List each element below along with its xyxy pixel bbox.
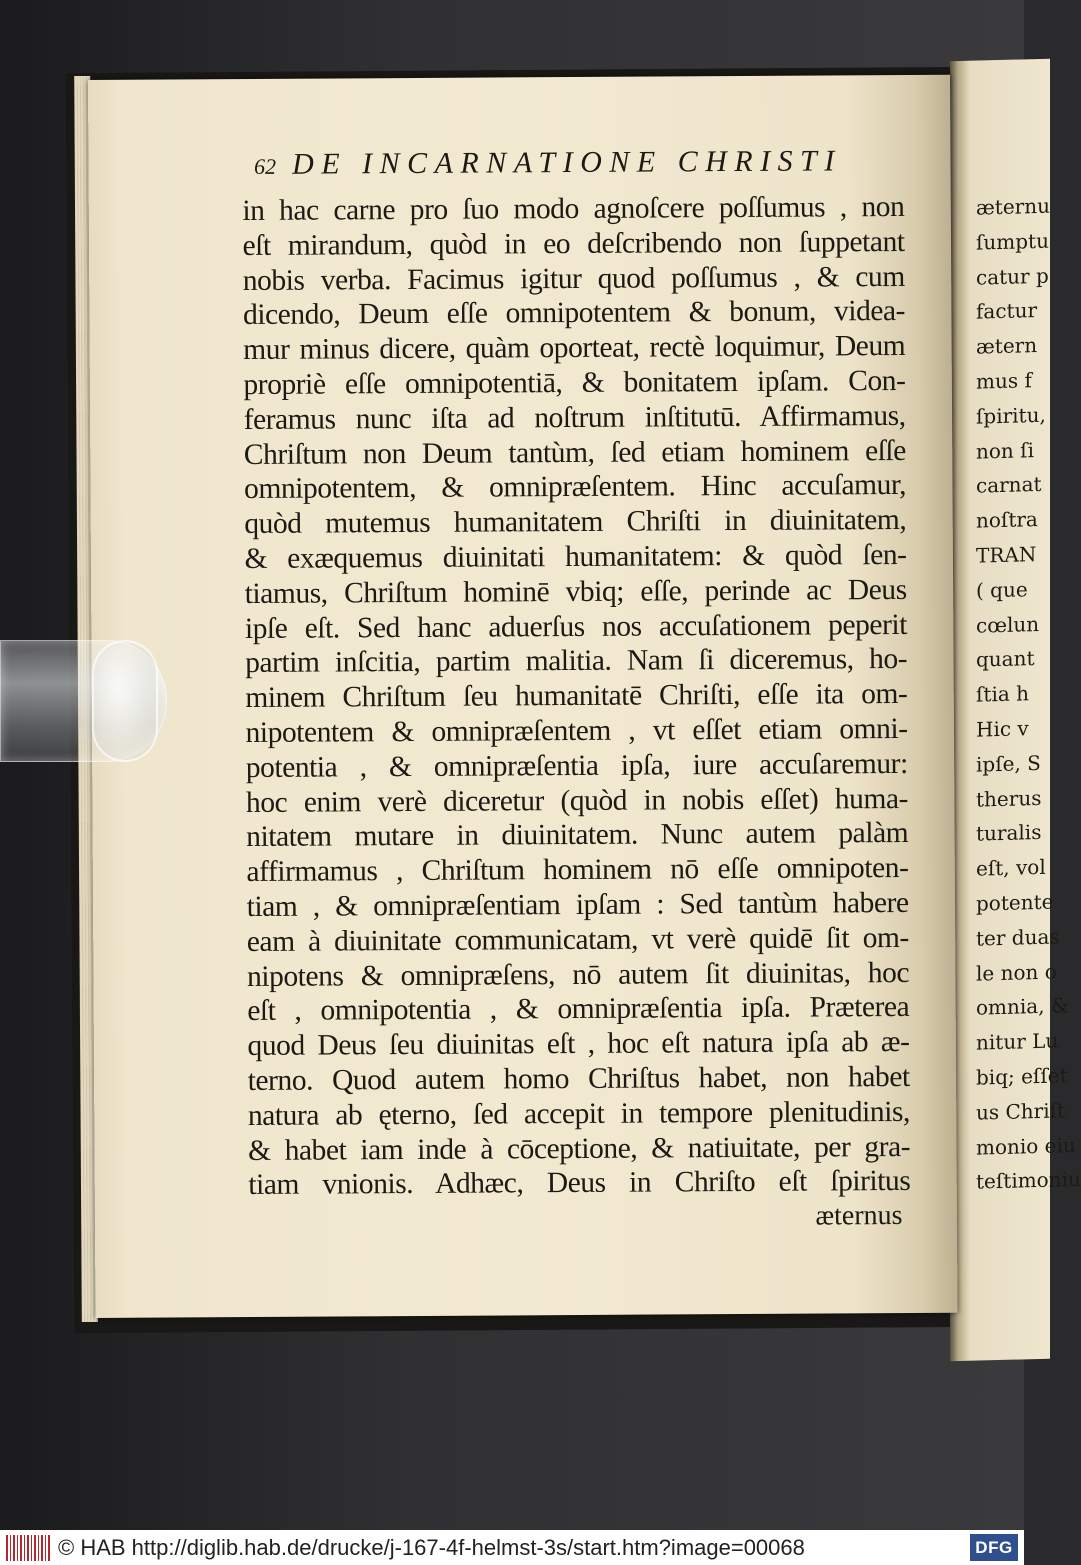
text-line: partim inſcitia, partim malitia. Nam ſi diceremus, ho- (245, 643, 908, 680)
text-line: hoc enim verè diceretur (quòd in nobis eſſet) huma- (245, 782, 909, 819)
facing-page-line: TRAN (976, 542, 1037, 568)
text-line: tiam vnionis. Adhæc, Deus in Chriſto eſt ſpiritus (248, 1165, 911, 1202)
facing-page-line: turalis (976, 820, 1042, 846)
text-line: nobis verba. Facimus igitur quod poſſumus , & cum (242, 260, 905, 297)
text-line: terno. Quod autem homo Chriſtus habet, non habet (247, 1060, 910, 1097)
page-number: 62 (254, 153, 277, 179)
text-line: tiam , & omnipræſentiam ipſam : Sed tantùm habere (246, 886, 909, 923)
facing-page-line: ætern (976, 333, 1038, 359)
facing-page-line: Hic v (976, 716, 1029, 742)
text-line: & habet iam inde à cōceptione, & natiuitate, per gra- (248, 1130, 911, 1167)
facing-page-line: ( que (976, 577, 1028, 603)
facing-page-line: nitur Lu (976, 1028, 1059, 1055)
footer-bar (0, 1530, 1024, 1565)
facing-page-line: monio eiu (976, 1132, 1076, 1160)
text-line: quòd mutemus humanitatem Chriſti in diuinitatem, (244, 504, 907, 541)
text-line: mur minus dicere, quàm oporteat, rectè loquimur, Deum (243, 330, 906, 367)
footer-source-link[interactable]: © HAB http://diglib.hab.de/drucke/j-167-4f-helmst-3s/start.htm?image=00068 (58, 1534, 805, 1560)
facing-page-line: noſtra (976, 507, 1038, 533)
facing-page-line: carnat (976, 472, 1042, 499)
text-line: nipotentem & omnipræſentem , vt eſſet etiam omni- (245, 712, 908, 749)
text-line: in hac carne pro ſuo modo agnoſcere poſſumus , non (242, 190, 905, 227)
facing-page (950, 59, 1081, 1362)
text-line: propriè eſſe omnipotentiā, & bonitatem ipſam. Con- (243, 364, 906, 401)
facing-page-line: ipſe, S (976, 750, 1041, 777)
text-line: natura ab ęterno, ſed accepit in tempore plenitudinis, (247, 1095, 910, 1132)
text-line: eſt , omnipotentia , & omnipræſentia ipſa. Præterea (247, 991, 910, 1028)
facing-page-line: us Chriſt (976, 1098, 1066, 1125)
running-head (242, 144, 904, 194)
facing-page-line: ſpiritu, (976, 402, 1046, 429)
body-text (242, 190, 910, 1203)
text-line: potentia , & omnipræſentia ipſa, iure accuſaremur: (245, 747, 908, 784)
text-line: eſt mirandum, quòd in eo deſcribendo non ſuppetant (242, 225, 905, 262)
facing-page-line: factur (976, 298, 1038, 325)
facing-page-line: cœlun (976, 611, 1040, 638)
text-line: omnipotentem, & omnipræſentem. Hinc accuſamur, (243, 469, 907, 506)
barcode-icon (6, 1535, 50, 1561)
glass-holder-knob (92, 640, 158, 762)
facing-page-line: non ſi (976, 437, 1034, 464)
page-text-block (242, 144, 911, 1237)
facing-page-line: catur p (976, 263, 1049, 290)
text-line: dicendo, Deum eſſe omnipotentem & bonum, videa- (242, 295, 906, 332)
text-line: nipotens & omnipræſens, nō autem ſit diuinitas, hoc (246, 956, 910, 993)
facing-page-line: ter duas (976, 924, 1060, 951)
text-line: tiamus, Chriſtum hominē vbiq; eſſe, perinde ac Deus (244, 573, 907, 610)
facing-page-line: eſt, vol (976, 854, 1046, 881)
facing-page-line: teſtimoniu (976, 1167, 1081, 1194)
facing-page-line: omnia, & (976, 993, 1069, 1020)
text-line: feramus nunc iſta ad noſtrum inſtitutū. Affirmamus, (243, 399, 906, 436)
text-line: minem Chriſtum ſeu humanitatē Chriſti, eſſe ita om- (245, 678, 908, 715)
facing-page-line: quant (976, 646, 1035, 672)
facing-page-text (976, 189, 1081, 1200)
facing-page-line: ſumptu (976, 228, 1049, 255)
facing-page-line: potente (976, 889, 1054, 916)
running-title: DE INCARNATIONE CHRISTI (291, 144, 842, 181)
text-line: eam à diuinitate communicatam, vt verè quidē ſit om- (246, 921, 909, 958)
text-line: & exæquemus diuinitati humanitatem: & quòd ſen- (244, 538, 907, 575)
facing-page-line: ſtia h (976, 681, 1029, 707)
dfg-logo: DFG (970, 1534, 1018, 1561)
facing-page-line: therus (976, 785, 1042, 812)
catchword: æternus (815, 1200, 903, 1232)
facing-page-line: biq; eſſet (976, 1063, 1068, 1090)
facing-page-line: æternu (976, 193, 1050, 220)
facing-page-line: mus f (976, 368, 1032, 394)
text-line: ipſe eſt. Sed hanc aduerſus nos accuſationem peperit (244, 608, 908, 645)
text-line: nitatem mutare in diuinitatem. Nunc autem palàm (246, 817, 909, 854)
text-line: affirmamus , Chriſtum hominem nō eſſe omnipoten- (246, 852, 909, 889)
text-line: Chriſtum non Deum tantùm, ſed etiam hominem eſſe (243, 434, 906, 471)
text-line: quod Deus ſeu diuinitas eſt , hoc eſt natura ipſa ab æ- (247, 1026, 910, 1063)
facing-page-line: le non o (976, 959, 1057, 986)
